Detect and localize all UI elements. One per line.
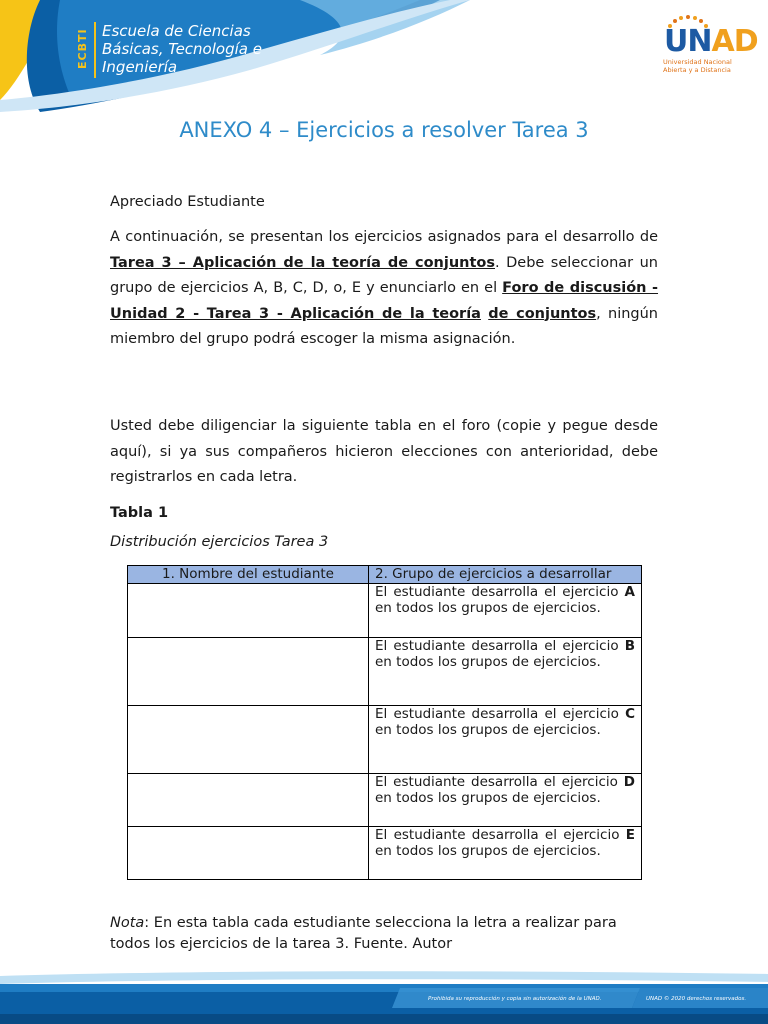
table-label: Tabla 1	[110, 505, 169, 521]
page-footer	[0, 968, 768, 1024]
table-header-row	[128, 566, 642, 584]
student-name-cell[interactable]	[128, 773, 369, 826]
logo-subtitle-line2: Abierta y a Distancia	[663, 66, 731, 74]
column-header-student: 1. Nombre del estudiante	[128, 566, 369, 584]
instructions-paragraph: Usted debe diligenciar la siguiente tabla en el foro (copie y pegue desde aquí), si ya sus compañeros hicieron elecciones con anterioridad, debe registrarlos en cada letra.	[110, 418, 658, 485]
exercise-cell: El estudiante desarrolla el ejercicio E en todos los grupos de ejercicios.	[369, 826, 642, 879]
forum-link-cont[interactable]: de conjuntos	[488, 305, 597, 322]
forum-link[interactable]: Foro de discusión - Unidad 2 - Tarea 3 - Aplicación de la teoría	[110, 280, 659, 322]
school-name-line2: Básicas, Tecnología e	[102, 40, 262, 58]
column-header-group: 2. Grupo de ejercicios a desarrollar	[369, 566, 642, 584]
student-name-cell[interactable]	[128, 583, 369, 637]
greeting: Apreciado Estudiante	[110, 194, 265, 210]
school-name	[102, 22, 262, 76]
unad-logo	[660, 14, 758, 80]
table-row	[128, 705, 642, 773]
exercise-cell: El estudiante desarrolla el ejercicio D en todos los grupos de ejercicios.	[369, 773, 642, 826]
table-caption: Distribución ejercicios Tarea 3	[110, 534, 329, 550]
exercise-cell: El estudiante desarrolla el ejercicio B en todos los grupos de ejercicios.	[369, 637, 642, 705]
table-row	[128, 826, 642, 879]
footer-copyright-notice: Prohibida su reproducción y copia sin autorización de la UNAD.	[428, 996, 602, 1002]
task-name: Tarea 3 – Aplicación de la teoría de conjuntos	[110, 254, 495, 271]
exercise-cell: El estudiante desarrolla el ejercicio C en todos los grupos de ejercicios.	[369, 705, 642, 773]
note-label: Nota	[110, 915, 145, 931]
intro-paragraph: A continuación, se presentan los ejercicios asignados para el desarrollo de Tarea 3 – Aplicación de la teoría de conjuntos. Debe seleccionar un grupo de ejercicios A, B, C, D, o, E y enunciarlo en el Foro de discusión - Unidad 2 - Tarea 3 - Aplicación de la teoría de conjuntos, ningún miembro del grupo podrá escoger la misma asignación.	[110, 229, 659, 347]
logo-wordmark: UNAD	[664, 24, 758, 59]
table-note: Nota: En esta tabla cada estudiante selecciona la letra a realizar para todos los ejercicios de la tarea 3. Fuente. Autor	[110, 915, 617, 952]
table-row	[128, 637, 642, 705]
ecbti-divider	[94, 22, 96, 78]
distribution-table	[127, 565, 642, 880]
page-header	[0, 0, 768, 120]
student-name-cell[interactable]	[128, 637, 369, 705]
school-name-line3: Ingeniería	[102, 58, 178, 76]
ecbti-label: ECBTI	[76, 28, 89, 70]
footer-rights: UNAD © 2020 derechos reservados.	[646, 996, 747, 1002]
table-row	[128, 773, 642, 826]
school-name-line1: Escuela de Ciencias	[102, 22, 251, 40]
student-name-cell[interactable]	[128, 705, 369, 773]
document-title: ANEXO 4 – Ejercicios a resolver Tarea 3	[179, 118, 589, 142]
student-name-cell[interactable]	[128, 826, 369, 879]
exercise-cell: El estudiante desarrolla el ejercicio A en todos los grupos de ejercicios.	[369, 583, 642, 637]
table-row	[128, 583, 642, 637]
logo-subtitle-line1: Universidad Nacional	[663, 58, 732, 66]
